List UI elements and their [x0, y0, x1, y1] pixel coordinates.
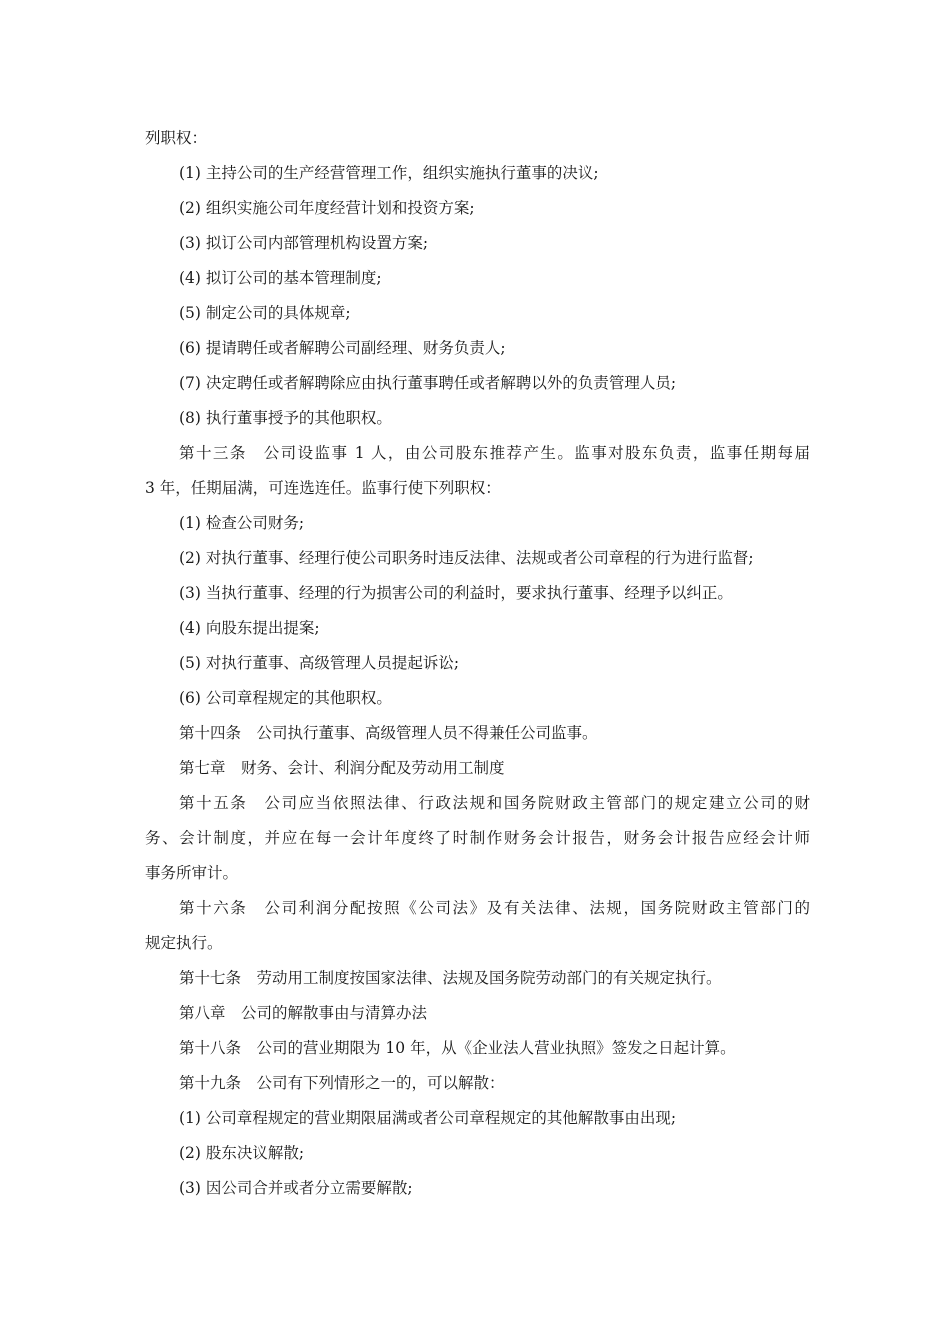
article-19: 第十九条 公司有下列情形之一的，可以解散： — [179, 1074, 505, 1092]
list-item: (6) 公司章程规定的其他职权。 — [179, 689, 392, 707]
article-15-line-3: 事务所审计。 — [145, 864, 239, 882]
list-item: (2) 对执行董事、经理行使公司职务时违反法律、法规或者公司章程的行为进行监督; — [179, 549, 754, 567]
article-15-line-2: 务、会计制度，并应在每一会计年度终了时制作财务会计报告，财务会计报告应经会计师 — [145, 829, 810, 847]
article-13-line-2: 3 年，任期届满，可连选连任。监事行使下列职权： — [145, 479, 501, 497]
list-item: (3) 拟订公司内部管理机构设置方案; — [179, 234, 429, 252]
list-item: (1) 公司章程规定的营业期限届满或者公司章程规定的其他解散事由出现; — [179, 1109, 677, 1127]
list-item: (3) 当执行董事、经理的行为损害公司的利益时，要求执行董事、经理予以纠正。 — [179, 584, 733, 602]
article-16-line-1: 第十六条 公司利润分配按照《公司法》及有关法律、法规，国务院财政主管部门的 — [179, 899, 810, 917]
article-17: 第十七条 劳动用工制度按国家法律、法规及国务院劳动部门的有关规定执行。 — [179, 969, 722, 987]
list-item: (2) 股东决议解散; — [179, 1144, 305, 1162]
list-item: (2) 组织实施公司年度经营计划和投资方案; — [179, 199, 475, 217]
list-item: (5) 对执行董事、高级管理人员提起诉讼; — [179, 654, 460, 672]
list-item: (4) 向股东提出提案; — [179, 619, 320, 637]
list-item: (6) 提请聘任或者解聘公司副经理、财务负责人; — [179, 339, 506, 357]
article-14: 第十四条 公司执行董事、高级管理人员不得兼任公司监事。 — [179, 724, 598, 742]
article-16-line-2: 规定执行。 — [145, 934, 223, 952]
article-18: 第十八条 公司的营业期限为 10 年，从《企业法人营业执照》签发之日起计算。 — [179, 1039, 736, 1057]
document-body — [145, 121, 810, 1206]
list-item: (7) 决定聘任或者解聘除应由执行董事聘任或者解聘以外的负责管理人员; — [179, 374, 677, 392]
list-item: (4) 拟订公司的基本管理制度; — [179, 269, 382, 287]
list-item: (1) 主持公司的生产经营管理工作，组织实施执行董事的决议; — [179, 164, 599, 182]
article-15-line-1: 第十五条 公司应当依照法律、行政法规和国务院财政主管部门的规定建立公司的财 — [179, 794, 810, 812]
list-item: (5) 制定公司的具体规章; — [179, 304, 351, 322]
list-item: (1) 检查公司财务; — [179, 514, 305, 532]
list-item: (8) 执行董事授予的其他职权。 — [179, 409, 392, 427]
list-item: (3) 因公司合并或者分立需要解散; — [179, 1179, 413, 1197]
article-13-line-1: 第十三条 公司设监事 1 人，由公司股东推荐产生。监事对股东负责，监事任期每届 — [179, 444, 810, 462]
paragraph-line: 列职权： — [145, 129, 208, 147]
chapter-7-heading: 第七章 财务、会计、利润分配及劳动用工制度 — [179, 759, 505, 777]
chapter-8-heading: 第八章 公司的解散事由与清算办法 — [179, 1004, 428, 1022]
